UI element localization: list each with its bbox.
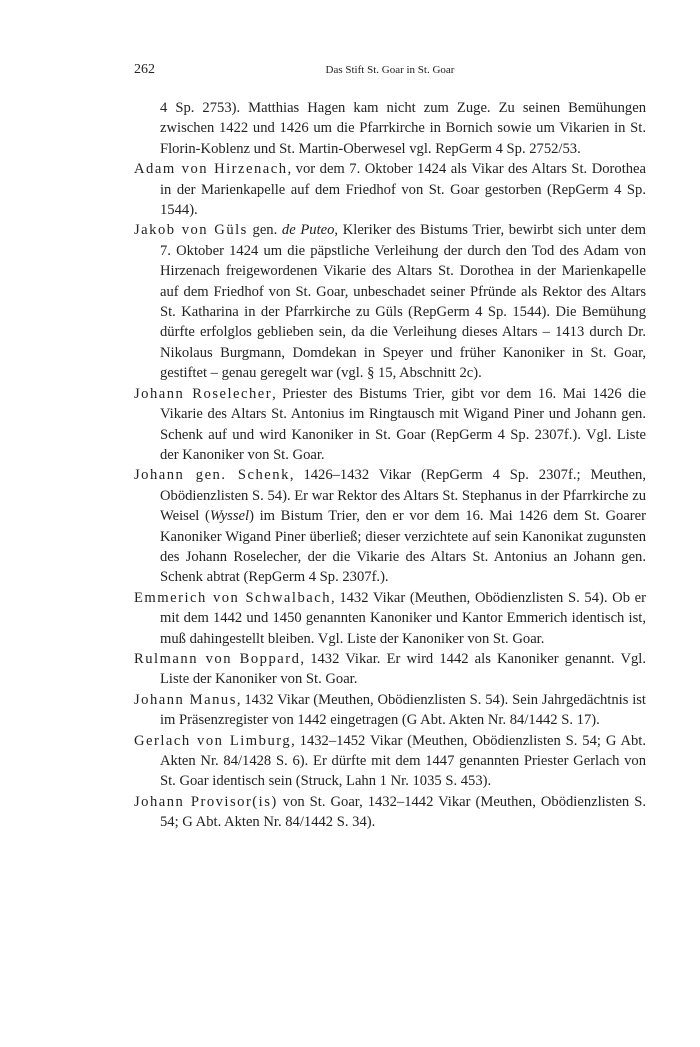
entry-name: Rulmann von Boppard xyxy=(134,650,301,667)
entry xyxy=(134,220,646,383)
entry-text: , 1432 Vikar (Meuthen, Obödienzlisten S. 54). Sein Jahrgedächtnis ist im Präsenzregister von 1442 eingetragen (G Abt. Akten Nr. 84/1442 S. 17). xyxy=(160,691,646,729)
page-number: 262 xyxy=(134,62,155,77)
entry xyxy=(134,384,646,466)
entry xyxy=(134,792,646,833)
entry-text: , vor dem 7. Oktober 1424 als Vikar des Altars St. Dorothea in der Marienkapelle auf dem Friedhof von St. Goar gestorben (RepGerm 4 Sp. 1544). xyxy=(160,161,647,219)
entry-text: 4 Sp. 2753). Matthias Hagen kam nicht zum Zuge. Zu seinen Bemühungen zwischen 1422 und 1426 um die Pfarrkirche in Bornich sowie um Vikarien in St. Florin-Koblenz und St. Martin-Oberwesel vgl. RepGerm 4 Sp. 2752/53. xyxy=(160,100,646,157)
entry-name: Johann Provisor(is) xyxy=(134,793,278,810)
entry-text: , 1426–1432 Vikar (RepGerm 4 Sp. 2307f.; Meuthen, Obödienzlisten S. 54). Er war Rektor des Altars St. Stephanus in der Pfarrkirche zu Weisel ( xyxy=(160,467,646,525)
entry xyxy=(134,465,646,587)
entry-text: von St. Goar, 1432–1442 Vikar (Meuthen, Obödienzlisten S. 54; G Abt. Akten Nr. 84/1442 S. 34). xyxy=(160,793,646,831)
entry-continuation xyxy=(134,98,646,159)
entry xyxy=(134,159,646,220)
entry-name: Johann gen. Schenk xyxy=(134,467,290,484)
entry-text: gen. xyxy=(247,222,282,239)
entry-name: Johann Manus xyxy=(134,691,237,708)
page-header xyxy=(134,62,646,82)
entry-name: Jakob von Güls xyxy=(134,222,248,239)
entry-italic-text: Wyssel xyxy=(209,508,250,525)
body-text xyxy=(134,98,646,833)
entry-italic-text: de Puteo xyxy=(281,222,335,239)
entry-name: Gerlach von Limburg xyxy=(134,732,292,749)
entry-text-continued: , Kleriker des Bistums Trier, bewirbt sich unter dem 7. Oktober 1424 um die päpstliche Verleihung der durch den Tod des Adam von Hirzenach freigewordenen Vikarie des Altars St. Dorothea in der Marienkapelle auf dem Friedhof von St. Goar, unbeschadet seiner Pfründe als Rektor des Altars St. Katharina in der Pfarrkirche zu Güls (RepGerm 4 Sp. 1544). Die Bemühung dürfte erfolglos geblieben sein, da die Verleihung dieses Altars – 1413 durch Dr. Nikolaus Burgmann, Domdekan in Speyer und früher Kanoniker in St. Goar, gestiftet – genau geregelt war (vgl. § 15, Abschnitt 2c). xyxy=(160,222,646,382)
entry-text-continued: ) im Bistum Trier, den er vor dem 16. Mai 1426 dem St. Goarer Kanoniker Wigand Piner überließ; dieser verzichtete auf sein Kanonikat zugunsten des Johann Roselecher, der die Vikarie des Altars St. Antonius an Johann gen. Schenk abtrat (RepGerm 4 Sp. 2307f.). xyxy=(160,508,646,586)
running-title: Das Stift St. Goar in St. Goar xyxy=(325,64,455,76)
entry-text: , 1432–1452 Vikar (Meuthen, Obödienzlisten S. 54; G Abt. Akten Nr. 84/1428 S. 6). Er dürfte mit dem 1447 genannten Priester Gerlach von St. Goar identisch sein (Struck, Lahn 1 Nr. 1035 S. 453). xyxy=(160,732,646,790)
entry xyxy=(134,649,646,690)
entry xyxy=(134,690,646,731)
entry-name: Johann Roselecher xyxy=(134,385,273,402)
entry-name: Adam von Hirzenach xyxy=(134,161,288,178)
entry xyxy=(134,731,646,792)
entry-name: Emmerich von Schwalbach xyxy=(134,589,332,606)
entry xyxy=(134,588,646,649)
entry-text: , 1432 Vikar (Meuthen, Obödienzlisten S. 54). Ob er mit dem 1442 und 1450 genannten Kanoniker und Kantor Emmerich identisch ist, muß dahingestellt bleiben. Vgl. Liste der Kanoniker von St. Goar. xyxy=(160,589,647,647)
entry-text: , Priester des Bistums Trier, gibt vor dem 16. Mai 1426 die Vikarie des Altars St. Antonius im Ringtausch mit Wigand Piner und Johann gen. Schenk auf und wird Kanoniker in St. Goar (RepGerm 4 Sp. 2307f.). Vgl. Liste der Kanoniker von St. Goar. xyxy=(160,385,646,463)
entry-text: , 1432 Vikar. Er wird 1442 als Kanoniker genannt. Vgl. Liste der Kanoniker von St. Goar. xyxy=(160,650,646,688)
